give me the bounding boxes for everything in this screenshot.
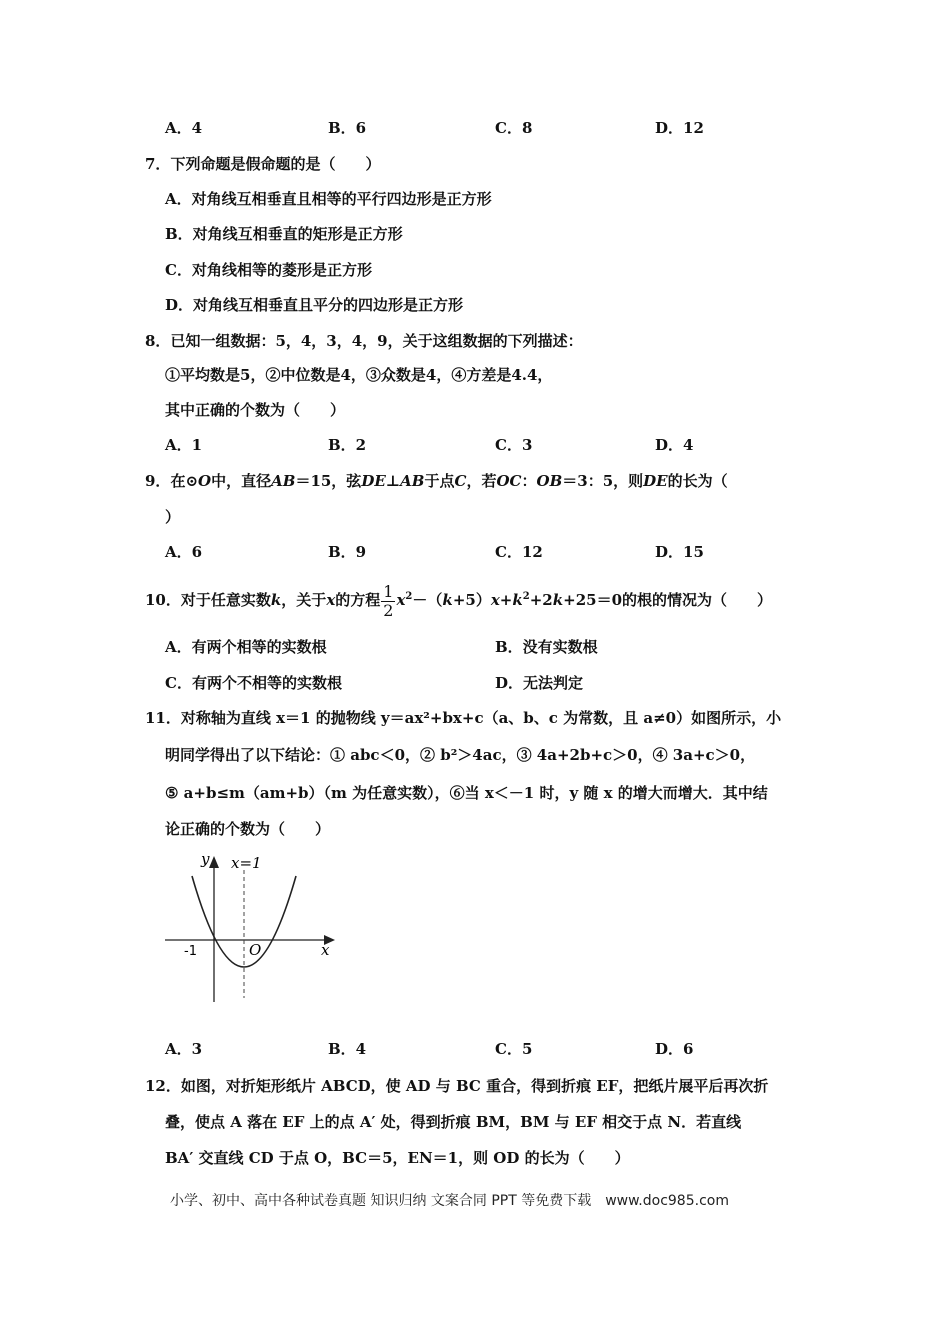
q12-text-line2: 叠，使点 A 落在 EF 上的点 A′ 处，得到折痕 BM，BM 与 EF 相交于点 N．若直线: [165, 1113, 742, 1131]
q9-text: 的长为（: [667, 472, 728, 490]
q8-number: 8．: [145, 332, 171, 350]
q10-option-b: B．没有实数根: [495, 638, 598, 656]
q7-option-c: C．对角线相等的菱形是正方形: [165, 261, 372, 279]
q11-text: 对称轴为直线 x＝1 的抛物线 y＝ax²+bx+c（a、b、c 为常数，且 a≠0）如图所示，小: [180, 709, 782, 727]
q10-option-d: D．无法判定: [495, 674, 584, 692]
q9-option-c: C．12: [495, 543, 543, 561]
origin-label: O: [249, 941, 262, 959]
q9-text: ：: [521, 472, 537, 490]
q10-text: －（: [412, 591, 443, 609]
q9-number: 9．: [145, 472, 171, 490]
q11-option-d: D．6: [655, 1040, 694, 1058]
fraction-denominator: 2: [383, 600, 394, 620]
q10-text: 对于任意实数: [180, 591, 271, 609]
q11-option-c: C．5: [495, 1040, 533, 1058]
q11-option-b: B．4: [328, 1040, 367, 1058]
q9-stem: [145, 470, 728, 492]
q9-var: OC: [496, 472, 522, 490]
q10-text: +25＝0的根的情况为（ ）: [563, 591, 773, 609]
exponent: 2: [522, 591, 530, 602]
q9-option-a: A．6: [165, 543, 203, 561]
q11-conclusions-2: ⑤ a+b≤m（am+b）（m 为任意实数），⑥当 x＜－1 时，y 随 x 的增大而增大．其中结: [165, 784, 768, 802]
q8-option-b: B．2: [328, 436, 367, 454]
q9-var: O: [198, 472, 212, 490]
q7-option-a: A．对角线互相垂直且相等的平行四边形是正方形: [165, 190, 492, 208]
q11-number: 11．: [145, 709, 181, 727]
q9-close-paren: ）: [165, 508, 181, 526]
q10-var: k: [270, 591, 282, 609]
q10-text: ，关于: [281, 591, 327, 609]
q10-option-c: C．有两个不相等的实数根: [165, 674, 342, 692]
y-axis-arrow: [209, 856, 219, 868]
q6-option-d: D．12: [655, 119, 704, 137]
q10-option-a: A．有两个相等的实数根: [165, 638, 327, 656]
q9-var: DE: [361, 472, 386, 490]
q9-var: AB: [400, 472, 425, 490]
q12-number: 12．: [145, 1077, 181, 1095]
q10-number: 10．: [145, 591, 181, 609]
q10-text: +: [499, 591, 513, 609]
q9-var: C: [454, 472, 467, 490]
q10-var: x: [490, 591, 500, 609]
fraction: [381, 583, 395, 620]
symmetry-axis-label: x=1: [231, 854, 262, 872]
q10-var: k: [512, 591, 523, 609]
q7-text: 下列命题是假命题的是（ ）: [170, 155, 381, 173]
q7-stem: [145, 153, 380, 175]
q8-statements: ①平均数是5，②中位数是4，③众数是4，④方差是4.4，: [165, 366, 553, 384]
q6-option-c: C．8: [495, 119, 533, 137]
q12-stem: [145, 1075, 768, 1097]
q9-text: 在⊙: [170, 472, 199, 490]
q10-stem: [145, 580, 772, 620]
fraction-numerator: 1: [383, 581, 394, 601]
exponent: 2: [405, 591, 413, 602]
q9-var: DE: [643, 472, 668, 490]
q10-var: x: [326, 591, 336, 609]
q9-text: ，若: [466, 472, 497, 490]
q8-option-c: C．3: [495, 436, 533, 454]
q9-text: 中，直径: [211, 472, 272, 490]
q10-var: x: [396, 591, 406, 609]
q10-text: +5）: [452, 591, 491, 609]
q7-option-d: D．对角线互相垂直且平分的四边形是正方形: [165, 296, 464, 314]
q7-option-b: B．对角线互相垂直的矩形是正方形: [165, 225, 403, 243]
q9-var: OB: [536, 472, 563, 490]
q9-text: ＝3：5，则: [562, 472, 644, 490]
q6-option-b: B．6: [328, 119, 367, 137]
q9-text: ⊥: [385, 472, 401, 490]
q10-text: 的方程: [335, 591, 381, 609]
q7-number: 7．: [145, 155, 171, 173]
parabola-graph: [165, 850, 340, 1010]
q8-question: 其中正确的个数为（ ）: [165, 401, 346, 419]
neg-one-label: -1: [184, 944, 197, 959]
q6-option-a: A．4: [165, 119, 203, 137]
q10-text: +2: [529, 591, 553, 609]
q9-var: AB: [271, 472, 296, 490]
q11-option-a: A．3: [165, 1040, 203, 1058]
q9-text: 于点: [424, 472, 455, 490]
q11-stem: [145, 707, 781, 729]
q11-conclusions-1: 明同学得出了以下结论：① abc＜0，② b²＞4ac，③ 4a+2b+c＞0，④ 3a+c＞0，: [165, 746, 756, 764]
q8-stem: [145, 330, 583, 352]
y-axis-label: y: [201, 850, 210, 868]
q9-text: ＝15，弦: [295, 472, 362, 490]
q10-var: k: [442, 591, 453, 609]
x-axis-label: x: [321, 941, 330, 959]
q8-text: 已知一组数据：5，4，3，4，9，关于这组数据的下列描述：: [170, 332, 583, 350]
q12-text: 如图，对折矩形纸片 ABCD，使 AD 与 BC 重合，得到折痕 EF，把纸片展平后再次折: [180, 1077, 769, 1095]
footer-text: 小学、初中、高中各种试卷真题 知识归纳 文案合同 PPT 等免费下载 www.doc985.com: [170, 1193, 729, 1209]
q9-option-d: D．15: [655, 543, 704, 561]
q8-option-d: D．4: [655, 436, 694, 454]
q11-question: 论正确的个数为（ ）: [165, 820, 331, 838]
q12-text-line3: BA′ 交直线 CD 于点 O，BC＝5，EN＝1，则 OD 的长为（ ）: [165, 1149, 630, 1167]
q10-var: k: [552, 591, 564, 609]
q8-option-a: A．1: [165, 436, 203, 454]
q9-option-b: B．9: [328, 543, 367, 561]
